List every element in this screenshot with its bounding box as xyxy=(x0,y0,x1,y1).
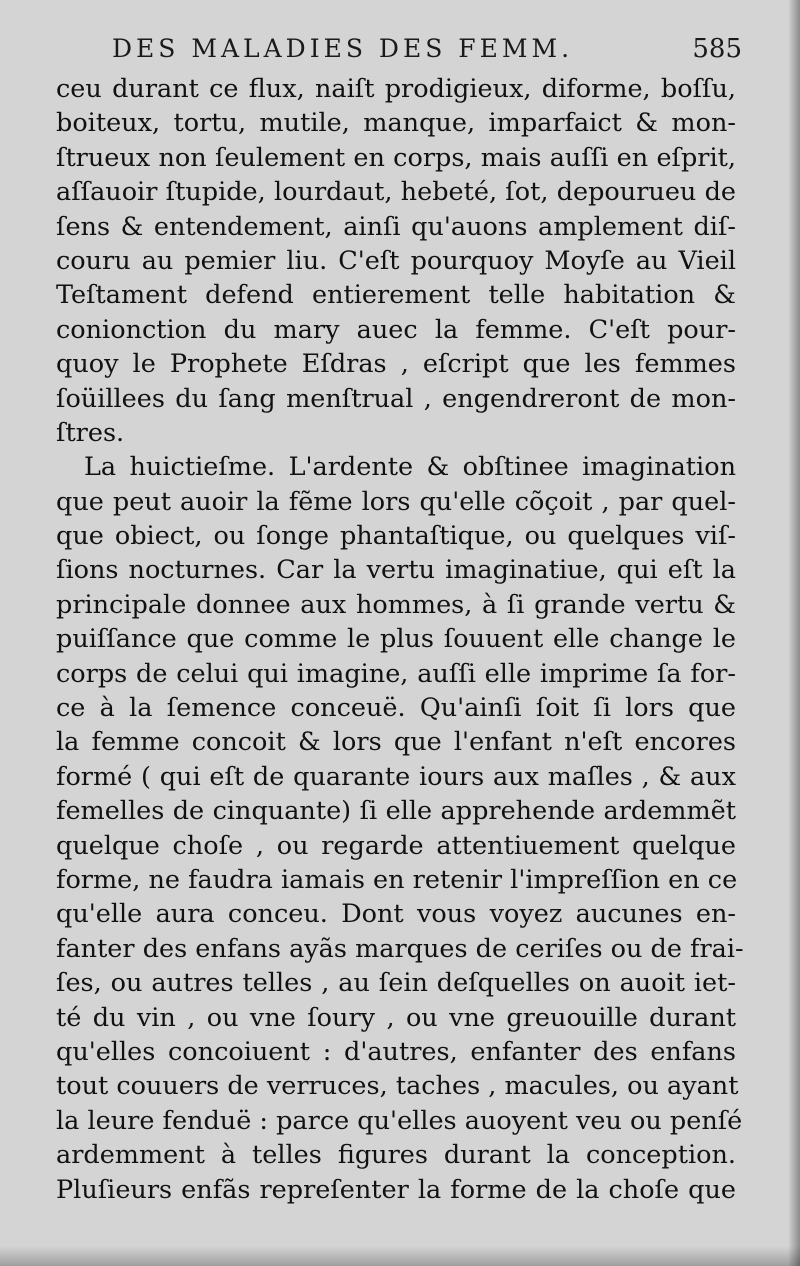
text-line: qu'elles concoiuent : d'autres, enfanter des enfans xyxy=(56,1036,736,1067)
text-line: boiteux, tortu, mutile, manque, imparfaict & mon- xyxy=(56,108,736,139)
text-line: principale donnee aux hommes, à ſi grande vertu & xyxy=(56,589,736,620)
text-line: formé ( qui eſt de quarante iours aux maſles , & aux xyxy=(56,761,736,792)
text-line: aſſauoir ſtupide, lourdaut, hebeté, ſot, depourueu de xyxy=(56,177,736,208)
text-line: ſtres. xyxy=(56,417,125,448)
text-line: puiſſance que comme le plus ſouuent elle change le xyxy=(56,624,736,655)
text-line: ce à la ſemence conceuë. Qu'ainſi ſoit ſi lors que xyxy=(56,693,736,724)
page-number: 585 xyxy=(692,34,742,64)
text-line: que obiect, ou ſonge phantaſtique, ou quelques viſ- xyxy=(56,521,736,552)
text-line: quoy le Prophete Eſdras , eſcript que les femmes xyxy=(56,349,736,380)
text-line: conionction du mary auec la femme. C'eſt pour- xyxy=(56,314,736,345)
text-line: ſions nocturnes. Car la vertu imaginatiue, qui eſt la xyxy=(56,555,736,586)
text-line: quelque choſe , ou regarde attentiuement quelque xyxy=(56,830,736,861)
text-line: Teſtament defend entierement telle habitation & xyxy=(56,280,736,311)
text-line: tout couuers de verruces, taches , macules, ou ayant xyxy=(56,1071,739,1102)
text-line: corps de celui qui imagine, auſſi elle imprime ſa for- xyxy=(56,658,736,689)
text-line: ſens & entendement, ainſi qu'auons amplement diſ- xyxy=(56,211,736,242)
text-line: ſoüillees du ſang menſtrual , engendreront de mon- xyxy=(56,383,736,414)
page-bottom-shadow xyxy=(0,1246,800,1266)
text-line: ceu durant ce flux, naiſt prodigieux, diforme, boſſu, xyxy=(56,74,736,104)
text-line: la leure fenduë : parce qu'elles auoyent veu ou penſé xyxy=(56,1105,743,1136)
text-line: femelles de cinquante) ſi elle apprehende ardemmẽt xyxy=(56,796,736,827)
page-header xyxy=(112,34,742,70)
page-edge-shadow xyxy=(788,0,800,1266)
text-line: ſtrueux non ſeulement en corps, mais auſſi en eſprit, xyxy=(56,142,736,173)
text-line: qu'elle aura conceu. Dont vous voyez aucunes en- xyxy=(56,899,736,930)
running-head: DES MALADIES DES FEMM. xyxy=(112,34,574,63)
body-text xyxy=(56,72,744,1207)
text-line: couru au pemier liu. C'eſt pourquoy Moyſe au Vieil xyxy=(56,245,736,276)
text-line: té du vin , ou vne ſoury , ou vne greuouille durant xyxy=(56,1002,736,1033)
text-line: Pluſieurs enfãs repreſenter la forme de la choſe que xyxy=(56,1174,736,1205)
paragraph-start-line: La huictieſme. L'ardente & obſtinee imagination xyxy=(84,452,736,483)
text-line: que peut auoir la fẽme lors qu'elle cõçoit , par quel- xyxy=(56,486,736,517)
text-line: fanter des enfans ayãs marques de ceriſes ou de frai- xyxy=(56,933,744,964)
text-line: la femme concoit & lors que l'enfant n'eſt encores xyxy=(56,727,736,758)
text-line: ardemment à telles figures durant la conception. xyxy=(56,1140,736,1171)
text-line: forme, ne faudra iamais en retenir l'impreſſion en ce xyxy=(56,864,738,895)
text-line: ſes, ou autres telles , au ſein deſquelles on auoit iet- xyxy=(56,968,736,999)
